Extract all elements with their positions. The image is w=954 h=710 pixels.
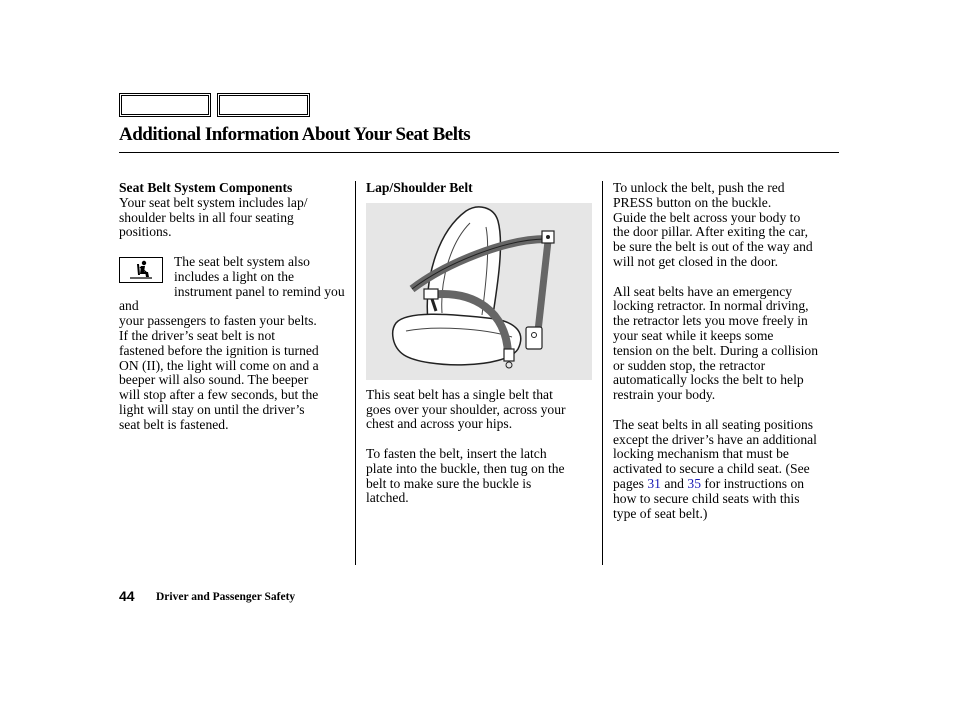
text-line: or sudden stop, the retractor — [613, 357, 766, 373]
text-line: The seat belts in all seating positions — [613, 416, 814, 432]
text-line: restrain your body. — [613, 387, 716, 403]
text-line: automatically locks the belt to help — [613, 372, 804, 388]
text-line: belt to make sure the buckle is — [366, 475, 532, 491]
text-line: latched. — [366, 490, 409, 506]
text-line: locking retractor. In normal driving, — [613, 298, 809, 314]
text-line: will stop after a few seconds, but the — [119, 387, 319, 403]
text-line: All seat belts have an emergency — [613, 283, 793, 299]
text-line: fastened before the ignition is turned — [119, 342, 319, 358]
text-line: your passengers to fasten your belts. — [119, 313, 317, 329]
text-line: The seat belt system also — [174, 253, 310, 269]
text-line: beeper will also sound. The beeper — [119, 372, 309, 388]
text-line: includes a light on the — [174, 268, 295, 284]
text-line: activated to secure a child seat. (See — [613, 461, 810, 477]
column-3 — [613, 181, 841, 521]
text-line: chest and across your hips. — [366, 416, 513, 432]
paragraph — [613, 418, 841, 522]
text-line: To fasten the belt, insert the latch — [366, 445, 547, 461]
section-heading: Seat Belt System Components — [119, 180, 293, 195]
text-line: PRESS button on the buckle. — [613, 194, 772, 210]
intro-paragraph — [119, 196, 347, 240]
text-fragment: and — [660, 475, 688, 491]
text-line: Your seat belt system includes lap/ — [119, 194, 308, 210]
paragraph — [366, 447, 594, 506]
text-line: goes over your shoulder, across your — [366, 401, 566, 417]
text-line: the door pillar. After exiting the car, — [613, 224, 808, 240]
next-nav-button[interactable] — [217, 93, 310, 117]
text-line: tension on the belt. During a collision — [613, 342, 819, 358]
text-line: the retractor lets you move freely in — [613, 313, 808, 329]
page-link-35[interactable]: 35 — [687, 475, 701, 491]
text-line: ON (II), the light will come on and a — [119, 357, 319, 373]
previous-nav-button[interactable] — [119, 93, 211, 117]
paragraph — [613, 181, 841, 270]
column-divider — [602, 181, 603, 565]
section-name: Driver and Passenger Safety — [156, 591, 296, 603]
seat-belt-illustration — [366, 203, 592, 380]
text-line: shoulder belts in all four seating — [119, 209, 294, 225]
text-line: If the driver’s seat belt is not — [119, 327, 276, 343]
text-line: Guide the belt across your body to — [613, 209, 801, 225]
text-line: will not get closed in the door. — [613, 253, 778, 269]
paragraph — [613, 285, 841, 403]
text-line: your seat while it keeps some — [613, 327, 774, 343]
text-line: instrument panel to remind you and — [119, 283, 345, 314]
page-title: Additional Information About Your Seat Belts — [119, 124, 471, 145]
text-line: locking mechanism that must be — [613, 446, 789, 462]
indicator-paragraph — [119, 255, 347, 433]
section-heading: Lap/Shoulder Belt — [366, 180, 473, 195]
text-fragment: for instructions on — [700, 475, 805, 491]
page-link-31[interactable]: 31 — [647, 475, 661, 491]
text-fragment: pages — [613, 475, 648, 491]
text-line: how to secure child seats with this — [613, 490, 800, 506]
column-1 — [119, 181, 347, 433]
text-line: type of seat belt.) — [613, 505, 708, 521]
text-line: light will stay on until the driver’s — [119, 401, 305, 417]
paragraph — [366, 388, 594, 432]
text-line: To unlock the belt, push the red — [613, 180, 785, 195]
text-line: except the driver’s have an additional — [613, 431, 817, 447]
text-line: seat belt is fastened. — [119, 416, 229, 432]
text-line: positions. — [119, 224, 172, 240]
seat-belt-reminder-icon — [119, 257, 163, 283]
page-number: 44 — [119, 588, 135, 604]
column-divider — [355, 181, 356, 565]
text-line: This seat belt has a single belt that — [366, 386, 553, 402]
text-line: plate into the buckle, then tug on the — [366, 460, 565, 476]
column-2 — [366, 181, 594, 506]
text-line: be sure the belt is out of the way and — [613, 239, 813, 255]
title-rule — [119, 152, 839, 153]
